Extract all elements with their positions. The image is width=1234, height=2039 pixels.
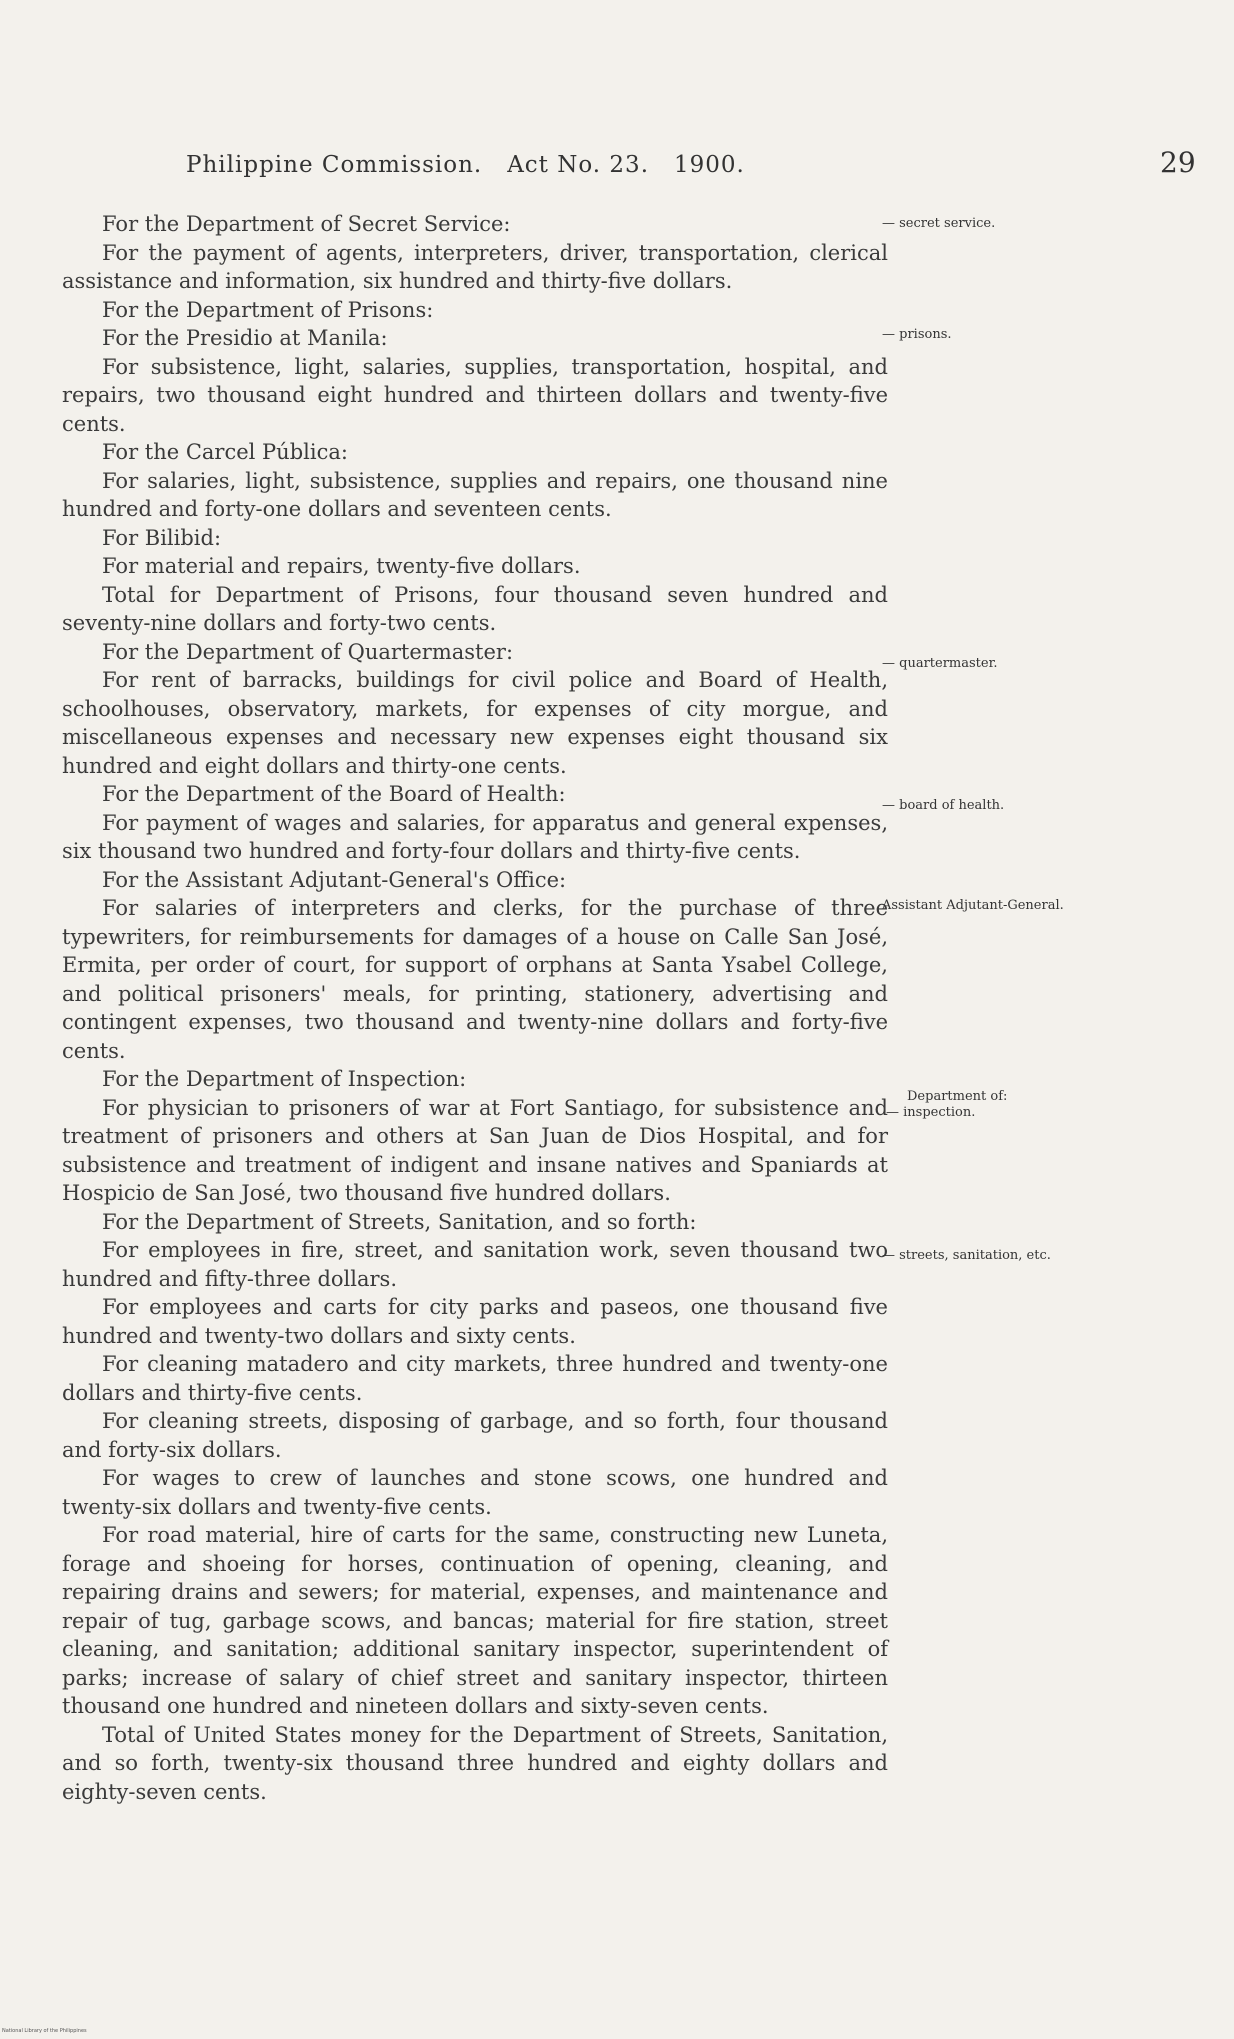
paragraph: For payment of wages and salaries, for apparatus and general expenses, six thousand two hundred and forty-four dollars and thirty-five cents. [62,810,888,863]
paragraph: For salaries, light, subsistence, supplies and repairs, one thousand nine hundred and forty-one dollars and seventeen cents. [62,468,888,521]
paragraph: For employees and carts for city parks and paseos, one thousand five hundred and twenty-two dollars and sixty cents. [62,1295,888,1348]
paragraph: For the Department of the Board of Health: [102,782,566,806]
header-act: Act No. 23. [507,152,649,178]
paragraph: For road material, hire of carts for the same, constructing new Luneta, forage and shoeing for horses, continuation of opening, cleaning, and repairing drains and sewers; for material, expenses, and maintenance and repair of tug, garbage scows, and bancas; material for fire station, street cleaning, and sanitation; additional sanitary inspector, superintendent of parks; increase of salary of chief street and sanitary inspector, thirteen thousand one hundred and nineteen dollars and sixty-seven cents. [62,1523,888,1718]
margin-note-board-of-health: — board of health. [882,798,1005,813]
paragraph: For the Presidio at Manila: [102,326,388,350]
paragraph: Total of United States money for the Department of Streets, Sanitation, and so forth, twenty-six thousand three hundred and eighty dollars and eighty-seven cents. [62,1722,888,1804]
paragraph: For cleaning matadero and city markets, three hundred and twenty-one dollars and thirty-five cents. [62,1352,888,1405]
paragraph: For subsistence, light, salaries, supplies, transportation, hospital, and repairs, two thousand eight hundred and thirteen dollars and twenty-five cents. [62,354,888,436]
page-number: 29 [1160,146,1196,179]
header-year: 1900. [673,152,745,178]
header-title: Philippine Commission. [186,152,483,178]
margin-note-inspection-heading: Department of: [907,1089,1008,1104]
paragraph: For material and repairs, twenty-five dollars. [102,554,581,578]
paragraph: For the Assistant Adjutant-General's Office: [102,867,567,892]
paragraph: For the Department of Streets, Sanitation, and so forth: [102,1209,697,1234]
paragraph: For Bilibid: [102,525,222,550]
paragraph: For the Department of Secret Service: [102,212,511,236]
paragraph: For the payment of agents, interpreters, driver, transportation, clerical assistance and information, six hundred and thirty-five dollars. [62,240,888,293]
paragraph: For physician to prisoners of war at Fort Santiago, for subsistence and treatment of prisoners and others at San Juan de Dios Hospital, and for subsistence and treatment of indigent and insane natives and Spaniards at Hospicio de San José, two thousand five hundred dollars. [62,1095,888,1205]
paragraph: For wages to crew of launches and stone scows, one hundred and twenty-six dollars and twenty-five cents. [62,1466,888,1519]
paragraph: Total for Department of Prisons, four thousand seven hundred and seventy-nine dollars and forty-two cents. [62,582,888,635]
margin-note-inspection: — inspection. [886,1105,976,1120]
paragraph: For the Department of Inspection: [102,1067,467,1091]
margin-note-secret-service: — secret service. [882,216,996,231]
paragraph: For cleaning streets, disposing of garbage, and so forth, four thousand and forty-six dollars. [62,1409,888,1462]
paragraph: For the Department of Quartermaster: [102,639,514,664]
paragraph: For rent of barracks, buildings for civil police and Board of Health, schoolhouses, observatory, markets, for expenses of city morgue, and miscellaneous expenses and necessary new expenses eight thousand six hundred and eight dollars and thirty-one cents. [62,668,888,778]
paragraph: For the Carcel Pública: [102,440,348,464]
margin-note-adjutant: Assistant Adjutant-General. [882,898,1064,913]
paragraph: For employees in fire, street, and sanitation work, seven thousand two hundred and fifty-three dollars. [62,1238,888,1291]
paragraph: For salaries of interpreters and clerks, for the purchase of three typewriters, for reimbursements for damages of a house on Calle San José, Ermita, per order of court, for support of orphans at Santa Ysabel College, and political prisoners' meals, for printing, stationery, advertising and contingent expenses, two thousand and twenty-nine dollars and forty-five cents. [62,896,888,1063]
scan-footer: National Library of the Philippines [2,2028,87,2034]
margin-note-quartermaster: — quartermaster. [882,656,998,671]
paragraph: For the Department of Prisons: [102,297,434,322]
margin-note-streets: — streets, sanitation, etc. [882,1248,1051,1263]
margin-note-prisons: — prisons. [882,327,952,342]
